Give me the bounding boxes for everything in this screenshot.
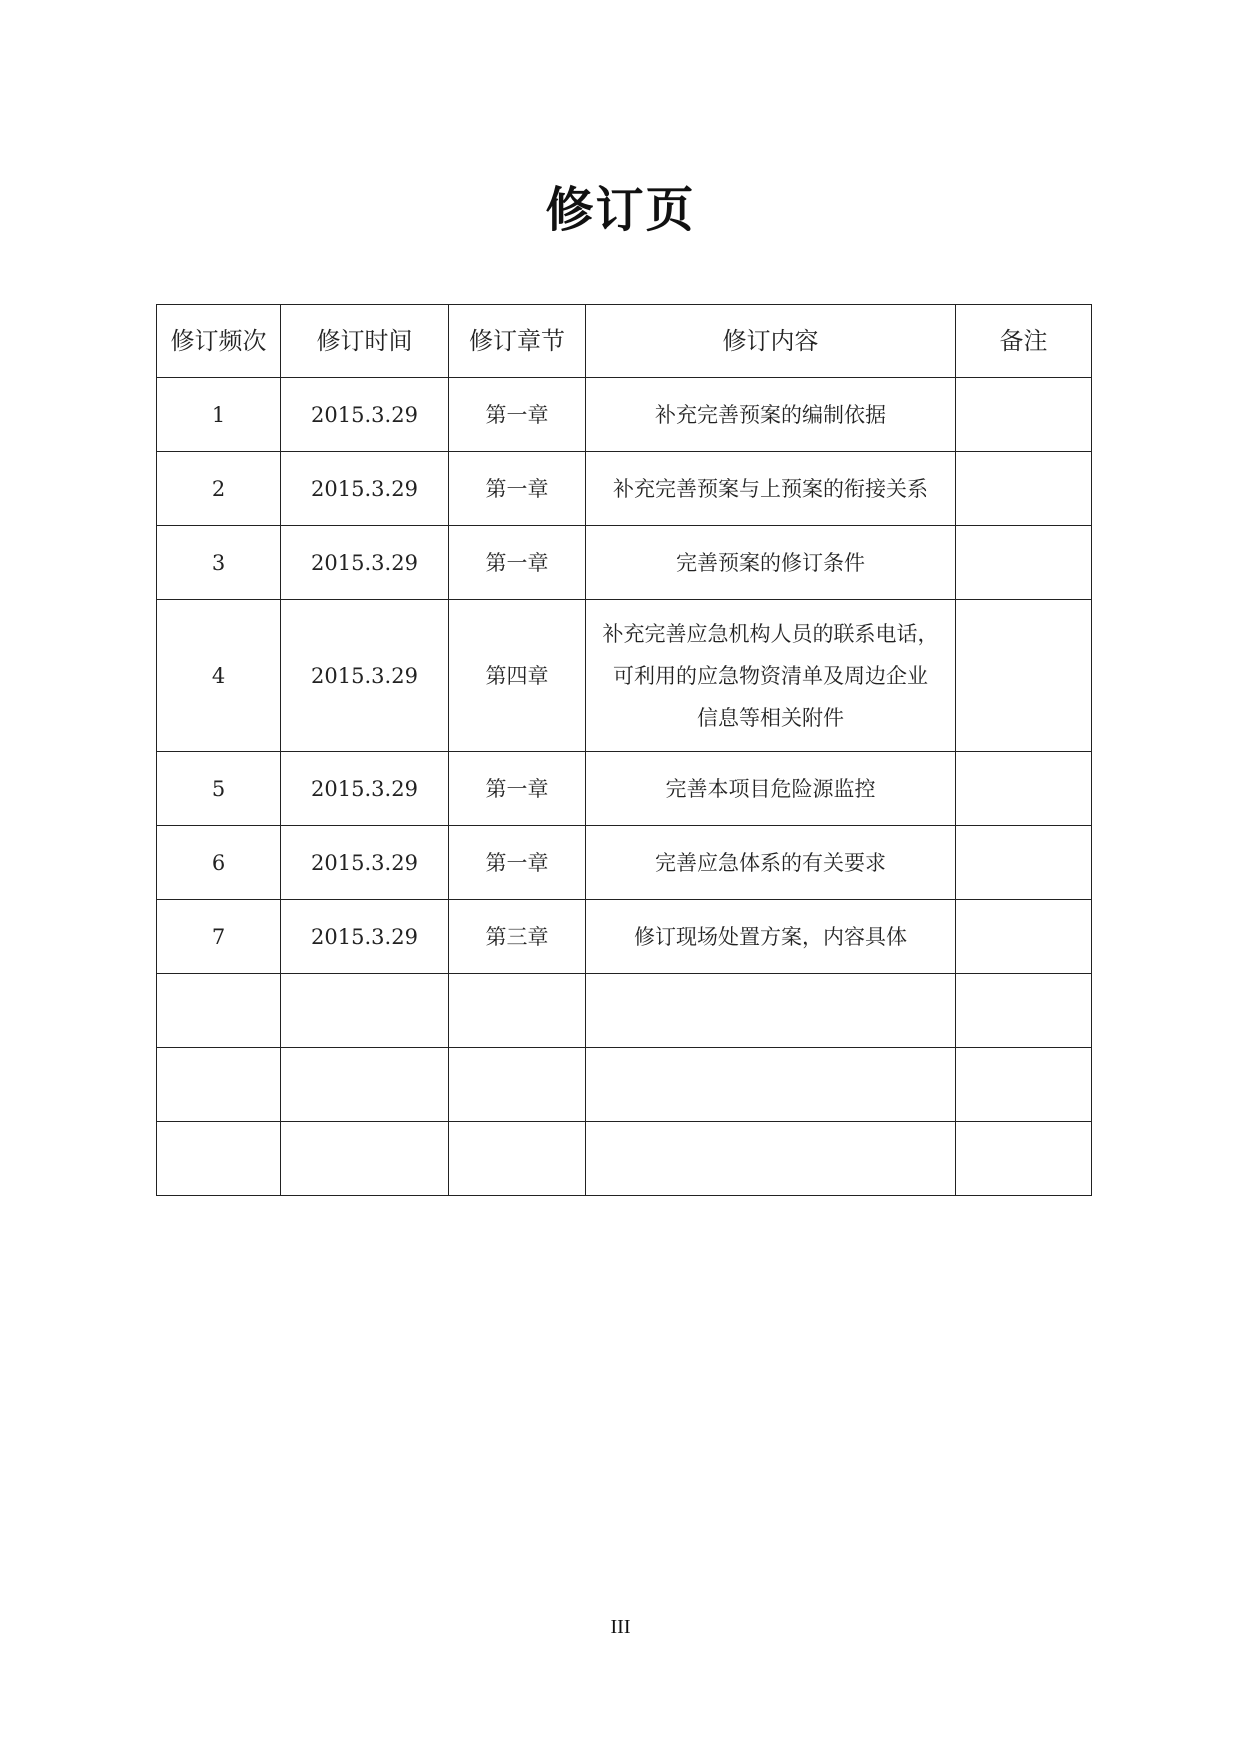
- cell-remark: [956, 600, 1092, 752]
- cell-no: 7: [157, 900, 281, 974]
- cell-chapter: 第三章: [449, 900, 586, 974]
- cell-remark: [956, 452, 1092, 526]
- cell-no: 4: [157, 600, 281, 752]
- cell-date: 2015.3.29: [281, 752, 449, 826]
- table-header-row: [157, 305, 1092, 378]
- page-number: III: [610, 1616, 631, 1638]
- cell-content: [586, 1048, 956, 1122]
- cell-remark: [956, 526, 1092, 600]
- header-revision-count: 修订频次: [157, 305, 281, 378]
- table-row: [157, 900, 1092, 974]
- cell-remark: [956, 826, 1092, 900]
- table-row: [157, 1122, 1092, 1196]
- cell-chapter: 第一章: [449, 378, 586, 452]
- cell-no: [157, 1048, 281, 1122]
- cell-date: 2015.3.29: [281, 378, 449, 452]
- cell-chapter: 第四章: [449, 600, 586, 752]
- cell-no: 1: [157, 378, 281, 452]
- cell-date: [281, 1122, 449, 1196]
- cell-remark: [956, 1122, 1092, 1196]
- table-row: [157, 752, 1092, 826]
- cell-content: 补充完善应急机构人员的联系电话， 可利用的应急物资清单及周边企业 信息等相关附件: [586, 600, 956, 752]
- table-row: [157, 452, 1092, 526]
- cell-content: [586, 974, 956, 1048]
- cell-remark: [956, 974, 1092, 1048]
- cell-chapter: 第一章: [449, 526, 586, 600]
- table-row: [157, 378, 1092, 452]
- cell-chapter: 第一章: [449, 752, 586, 826]
- header-remark: 备注: [956, 305, 1092, 378]
- cell-content: [586, 1122, 956, 1196]
- cell-content: 完善本项目危险源监控: [586, 752, 956, 826]
- cell-chapter: 第一章: [449, 826, 586, 900]
- cell-remark: [956, 900, 1092, 974]
- cell-no: 5: [157, 752, 281, 826]
- cell-content: 完善应急体系的有关要求: [586, 826, 956, 900]
- header-revision-date: 修订时间: [281, 305, 449, 378]
- cell-remark: [956, 378, 1092, 452]
- cell-content: 完善预案的修订条件: [586, 526, 956, 600]
- cell-no: 6: [157, 826, 281, 900]
- cell-date: 2015.3.29: [281, 826, 449, 900]
- table-row: [157, 526, 1092, 600]
- cell-date: [281, 1048, 449, 1122]
- table-row: [157, 974, 1092, 1048]
- cell-no: 2: [157, 452, 281, 526]
- cell-remark: [956, 1048, 1092, 1122]
- cell-date: 2015.3.29: [281, 526, 449, 600]
- revision-table: [156, 304, 1092, 1196]
- cell-date: 2015.3.29: [281, 452, 449, 526]
- table-row: [157, 600, 1092, 752]
- table-row: [157, 1048, 1092, 1122]
- cell-date: [281, 974, 449, 1048]
- cell-date: 2015.3.29: [281, 900, 449, 974]
- table-row: [157, 826, 1092, 900]
- cell-date: 2015.3.29: [281, 600, 449, 752]
- cell-no: 3: [157, 526, 281, 600]
- cell-chapter: 第一章: [449, 452, 586, 526]
- cell-remark: [956, 752, 1092, 826]
- header-revision-content: 修订内容: [586, 305, 956, 378]
- cell-no: [157, 1122, 281, 1196]
- header-revision-chapter: 修订章节: [449, 305, 586, 378]
- cell-no: [157, 974, 281, 1048]
- page-title: 修订页: [545, 182, 696, 238]
- cell-chapter: [449, 1048, 586, 1122]
- cell-content: 补充完善预案与上预案的衔接关系: [586, 452, 956, 526]
- cell-chapter: [449, 974, 586, 1048]
- cell-chapter: [449, 1122, 586, 1196]
- cell-content: 补充完善预案的编制依据: [586, 378, 956, 452]
- cell-content: 修订现场处置方案，内容具体: [586, 900, 956, 974]
